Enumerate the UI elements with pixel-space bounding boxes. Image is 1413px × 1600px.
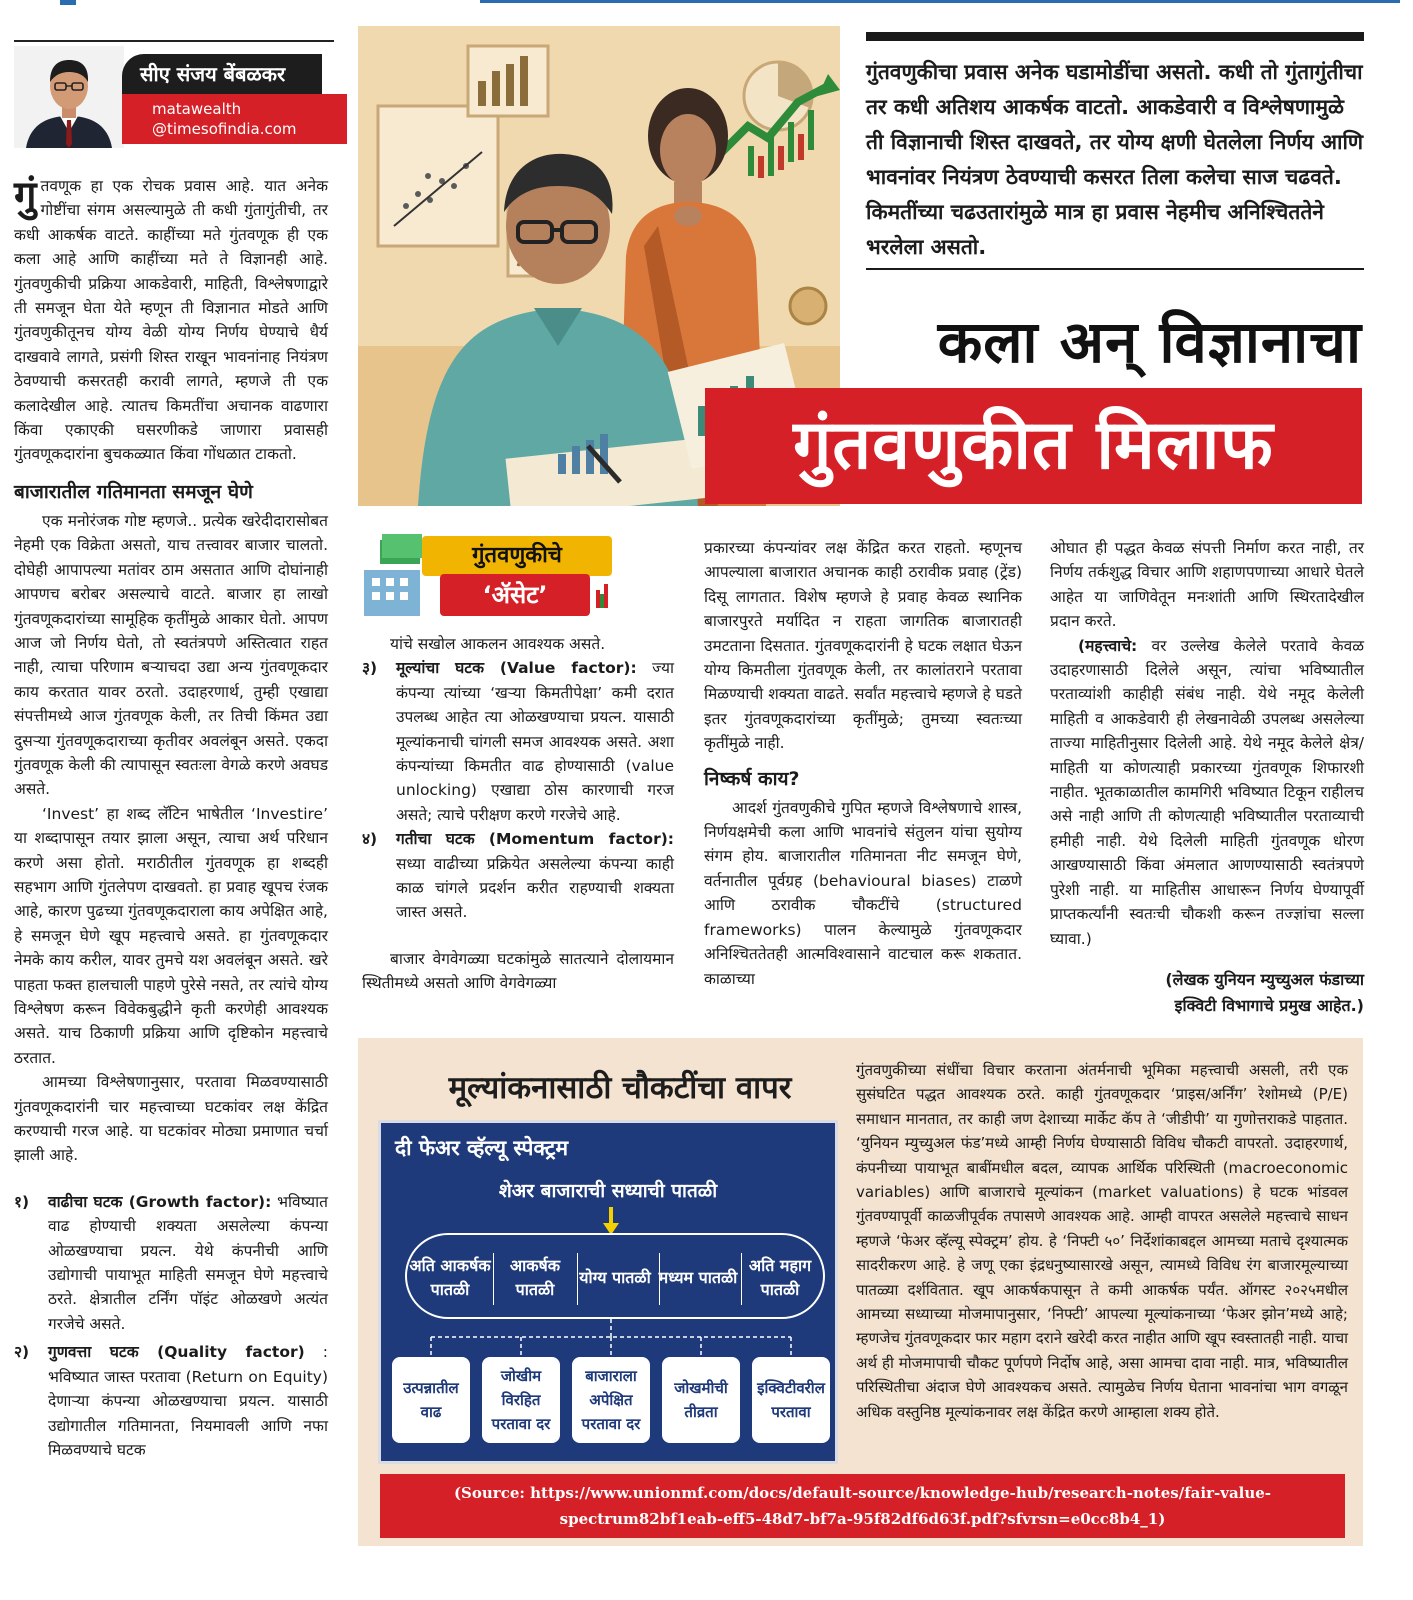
article-column-3 — [704, 536, 1022, 1026]
intro-standfirst: गुंतवणुकीचा प्रवास अनेक घडामोडींचा असतो. कधी तो गुंतागुंतीचा तर कधी अतिशय आकर्षक वाटतो. आकडेवारी व विश्लेषणामुळे ती विज्ञानाची शिस्त दाखवते, तर योग्य क्षणी घेतलेला निर्णय आणि भावनांवर नियंत्रण ठेवण्याची कसरत तिला कलेचा साज चढवते. किमतींच्या चढउतारांमुळे मात्र हा प्रवास नेहमीच अनिश्चिततेने भरलेला असतो. — [866, 32, 1364, 270]
level-very-expensive: अति महाग पातळी — [748, 1256, 812, 1299]
headline-line-1: कला अन् विज्ञानाचा — [937, 308, 1362, 376]
list-text: भविष्यात वाढ होण्याची शक्यता असलेल्या कंपन्या ओळखण्याचा प्रयत्न. येथे कंपनीची आणि उद्योगाची पायाभूत माहिती समजून घेणे महत्त्वाचे ठरते. क्षेत्रातील टर्निंग पॉइंट ओळखणे अत्यंत गरजेचे असते. — [48, 1192, 328, 1333]
list-number: ४) — [362, 830, 378, 849]
drop-cap: गुं — [14, 173, 37, 219]
author-rule — [14, 40, 334, 42]
source-citation: (Source: https://www.unionmf.com/docs/default-source/knowledge-hub/research-notes/fair-value-spectrum82bf1eab-eff5-48d7-bf7a-95f82df6d63f.pdf?sfvrsn=e0cc8b4_1) — [380, 1474, 1345, 1538]
asset-badge — [360, 530, 615, 618]
spectrum-current-level-label: शेअर बाजाराची सध्याची पातळी — [498, 1180, 718, 1202]
level-moderate: मध्यम पातळी — [658, 1268, 738, 1287]
list-item-momentum — [362, 827, 674, 925]
list-heading: वाढीचा घटक (Growth factor): — [48, 1192, 272, 1211]
list-item-value — [362, 656, 674, 827]
col1-paragraph-1: तवणूक हा एक रोचक प्रवास आहे. यात अनेक गोष्टींचा संगम असल्यामुळे ती कधी गुंतागुंतीची, तर कधी आकर्षक वाटते. काहींच्या मते गुंतवणूक ही एक कला आहे आणि काहींच्या मते ते विज्ञानही आहे. गुंतवणुकीची प्रक्रिया आकडेवारी, माहिती, विश्लेषणाद्वारे ती समजून घेता येते म्हणून ती विज्ञानात मोडते आणि गुंतवणुकीतूनच योग्य वेळी योग्य निर्णय घेण्याचे धैर्य दाखवावे लागते, प्रसंगी शिस्त राखून भावनांनाह नियंत्रण ठेवण्याची कसरतही करावी लागते, म्हणजे ती एक कलादेखील आहे. त्यातच किमतींचा अचानक वाढणारा किंवा एकाएकी घसरणीकडे जाणारा प्रवासही गुंतवणूकदारांना बुचकळ्यात किंवा गोंधळात टाकतो. — [14, 177, 328, 464]
col4-paragraph-1: ओघात ही पद्धत केवळ संपत्ती निर्माण करत नाही, तर निर्णय तर्कशुद्ध विचार आणि शहाणपणाच्या आधारे घेतले आहेत या जाणिवेतून मनःशांती आणि स्थिरतादेखील प्रदान करते. — [1050, 539, 1364, 631]
author-brand — [122, 94, 347, 144]
fair-value-spectrum-diagram — [378, 1120, 838, 1464]
level-attractive: आकर्षक पातळी — [509, 1256, 561, 1299]
spectrum-title: दी फेअर व्हॅल्यू स्पेक्ट्रम — [395, 1136, 569, 1160]
col2-paragraph-0: यांचे सखोल आकलन आवश्यक असते. — [390, 635, 606, 653]
list-text: : भविष्यात जास्त परतावा (Return on Equity) देणाऱ्या कंपन्या ओळखण्याचा प्रयत्न. यासाठी उद्योगातील गतिमानता, नियमावली आणि नफा मिळवण्याचे घटक — [48, 1343, 328, 1459]
spectrum-levels-pill — [405, 1233, 825, 1319]
list-item-growth — [14, 1190, 328, 1336]
list-text: सध्या वाढीच्या प्रक्रियेत असलेल्या कंपन्या काही काळ चांगले प्रदर्शन करीत राहण्याची शक्यता जास्त असते. — [396, 854, 674, 922]
article-column-2 — [362, 632, 674, 992]
author-photo — [14, 46, 124, 148]
factor-expected-market-return: बाजाराला अपेक्षित परतावा दर — [572, 1357, 650, 1443]
top-rule-left — [60, 0, 76, 5]
subhead-conclusion: निष्कर्ष काय? — [704, 767, 800, 790]
headline-line-2: गुंतवणुकीत मिलाफ — [705, 388, 1362, 504]
factor-earnings-growth: उत्पन्नातील वाढ — [392, 1357, 470, 1443]
framework-text: गुंतवणुकीच्या संधींचा विचार करताना अंतर्मनाची भूमिका महत्त्वाची असली, तरी एक सुसंघटित पद्धत आवश्यक ठरते. काही गुंतवणूकदार ‘प्राइस/अर्निंग’ रेशोमध्ये (P/E) समाधान मानतात, तर काही जण देशाच्या मार्केट कॅप ते ‘जीडीपी’ या गुणोत्तराकडे पाहतात. ‘युनियन म्युच्युअल फंड’मध्ये आम्ही निर्णय घेण्यासाठी विविध चौकटी वापरतो. उदाहरणार्थ, कंपनीच्या पायाभूत बाबींमधील बदल, व्यापक आर्थिक परिस्थिती (macroeconomic variables) आणि बाजाराचे मूल्यांकन (market valuations) हे घटक भांडवल गुंतवण्यापूर्वी काळजीपूर्वक तपासणे आवश्यक आहे. आम्ही वापरत असलेले महत्त्वाचे साधन म्हणजे ‘फेअर व्हॅल्यू स्पेक्ट्रम’ होय. हे ‘निफ्टी ५०’ निर्देशांकाबद्दल आमच्या मताचे दृश्यात्मक सादरीकरण आहे. हे जणू एका इंद्रधनुष्यासारखे असून, त्यामध्ये विविध रंग बाजारमूल्याच्या पातळ्या दर्शवितात. खूप आकर्षकपासून ते कमी आकर्षक पर्यंत. ऑगस्ट २०२५मधील आमच्या सध्याच्या मोजमापानुसार, ‘निफ्टी’ आपल्या मूल्यांकनाच्या ‘फेअर झोन’मध्ये आहे; म्हणजेच गुंतवणूकदार फार महाग दराने खरेदी करत नाहीत आणि खूप स्वस्तातही नाही. याचा अर्थ ही मोजमापाची चौकट पूर्णपणे निर्दोष आहे, असा आमचा दावा नाही. मात्र, भविष्यातील परिस्थितीचा अंदाज घेणे आवश्यकच असते. त्यामुळेच निर्णय घेताना भावनांचा भाग वगळून अधिक वस्तुनिष्ठ मूल्यांकनावर लक्ष केंद्रित करणे आम्हाला शक्य होते. — [856, 1061, 1348, 1421]
top-rule-right — [480, 0, 1400, 3]
author-name: सीए संजय बेंबळकर — [122, 54, 322, 94]
col2-paragraph-5: बाजार वेगवेगळ्या घटकांमुळे सातत्याने दोलायमान स्थितीमध्ये असतो आणि वेगवेगळ्या — [362, 949, 674, 993]
author-box — [14, 40, 334, 148]
disclaimer-label: (महत्त्वाचे: — [1078, 636, 1138, 655]
col1-paragraph-4: आमच्या विश्लेषणानुसार, परतावा मिळवण्यासाठी गुंतवणूकदारांनी चार महत्त्वाच्या घटकांवर लक्ष केंद्रित करण्याची गरज आहे. या घटकांवर मोठ्या प्रमाणात चर्चा झाली आहे. — [14, 1073, 328, 1165]
col1-paragraph-3: ‘Invest’ हा शब्द लॅटिन भाषेतील ‘Investire’ या शब्दापासून तयार झाला असून, त्याचा अर्थ परिधान करणे असा होतो. मराठीतील गुंतवणूक हा शब्दही सहभाग आणि गुंतलेपण दाखवतो. हा प्रवाह खूपच रंजक आहे, कारण पुढच्या गुंतवणूकदाराला काय अपेक्षित आहे, हे समजून घेणे खूप महत्त्वाचे असते. हा गुंतवणूकदार नेमके काय करील, यावर तुमचे यश अवलंबून असते. खरे पाहता फक्त हालचाली पाहणे पुरेसे नसते, तर त्यांचे योग्य विश्लेषण करून विवेकबुद्धीने कृती करणेही आवश्यक असते. याच ठिकाणी प्रक्रिया आणि दृष्टिकोन महत्त्वाचे ठरतात. — [14, 804, 328, 1067]
brand-handle: @timesofindia.com — [152, 120, 297, 138]
list-text: ज्या कंपन्या त्यांच्या ‘खऱ्या किमतीपेक्षा’ कमी दरात उपलब्ध आहेत त्या ओळखण्याचा प्रयत्न. यासाठी मूल्यांकनाची चांगली समज आवश्यक असते. अशा कंपन्यांच्या किमतीत वाढ होण्यासाठी (value unlocking) एखाद्या ठोस कारणाची गरज असते; त्याचे परीक्षण करणे गरजेचे आहे. — [396, 659, 674, 824]
factor-risk-free-rate: जोखीम विरहित परतावा दर — [482, 1357, 560, 1443]
list-number: १) — [14, 1192, 30, 1211]
badge-line-1: गुंतवणुकीचे — [472, 543, 562, 568]
framework-title: मूल्यांकनासाठी चौकटींचा वापर — [448, 1070, 792, 1106]
level-fair: योग्य पातळी — [579, 1268, 651, 1287]
list-number: ३) — [362, 659, 378, 678]
list-item-quality — [14, 1340, 328, 1462]
brand-name: matawealth — [152, 100, 242, 118]
badge-line-2: ‘ॲसेट’ — [482, 581, 548, 609]
col3-paragraph-2: आदर्श गुंतवणुकीचे गुपित म्हणजे विश्लेषणाचे शास्त्र, निर्णयक्षमेची कला आणि भावनांचे संतुलन यांचा सुयोग्य संगम होय. बाजारातील गतिमानता नीट समजून घेणे, वर्तनातील पूर्वग्रह (behavioural biases) टाळणे आणि ठरावीक चौकटींचे (structured frameworks) पालन केल्यामुळे गुंतवणूकदार अनिश्चिततेतही आत्मविश्वासाने वाटचाल करू शकतात. काळाच्या — [704, 798, 1022, 988]
list-heading: गुणवत्ता घटक (Quality factor) — [48, 1343, 305, 1362]
col1-paragraph-2: एक मनोरंजक गोष्ट म्हणजे.. प्रत्येक खरेदीदारासोबत नेहमी एक विक्रेता असतो, याच तत्त्वावर बाजार चालतो. दोघेही आपापल्या मतांवर ठाम असतात आणि दोघांनाही आपणच बरोबर असल्याचे वाटते. बाजार हा लाखो गुंतवणूकदारांच्या सामूहिक कृतींमुळे आकार घेतो. आपण आज जो निर्णय घेतो, तो स्वतंत्रपणे अस्तित्वात राहत नाही, त्याचा परिणाम बऱ्याचदा उद्या अन्य गुंतवणूकदार काय करतात यावर ठरतो. उदाहरणार्थ, तुम्ही एखाद्या संपत्तीमध्ये आज गुंतवणूक केली, तर तिची किंमत उद्या दुसऱ्या गुंतवणूकदाराच्या कृतीवर अवलंबून असते. एकदा गुंतवणूक केली की त्यापासून स्वतःला वेगळे करणे अवघड असते. — [14, 511, 328, 799]
list-heading: मूल्यांचा घटक (Value factor): — [396, 659, 637, 678]
factor-risk-intensity: जोखमीची तीव्रता — [662, 1357, 740, 1443]
list-number: २) — [14, 1343, 30, 1362]
level-very-attractive: अति आकर्षक पातळी — [409, 1256, 491, 1299]
author-credit-line-2: इक्विटी विभागाचे प्रमुख आहेत.) — [1174, 995, 1364, 1015]
factor-return-on-equity: इक्विटीवरील परतावा — [752, 1357, 830, 1443]
col3-paragraph-1: प्रकारच्या कंपन्यांवर लक्ष केंद्रित करत राहतो. म्हणूनच आपल्याला बाजारात अचानक काही ठरावीक प्रवाह (ट्रेंड) दिसू लागतात. विशेष म्हणजे हे प्रवाह केवळ स्थानिक बाजारपुरते मर्यादित न राहता जागतिक बाजारातही उमटताना दिसतात. गुंतवणूकदारांनी हे घटक लक्षात घेऊन योग्य किमतीला गुंतवणूक केली, तर कालांतराने परतावा मिळण्याची शक्यता वाढते. सर्वांत महत्त्वाचे म्हणजे हे घडते इतर गुंतवणूकदारांच्या कृतींमुळे; तुमच्या स्वतःच्या कृतींमुळे नाही. — [704, 539, 1022, 753]
author-credit-line-1: (लेखक युनियन म्युच्युअल फंडाच्या — [1165, 969, 1364, 989]
article-column-1 — [14, 174, 328, 1544]
subhead-market-dynamics: बाजारातील गतिमानता समजून घेणे — [14, 480, 253, 503]
list-heading: गतीचा घटक (Momentum factor): — [396, 830, 674, 849]
article-column-4 — [1050, 536, 1364, 1026]
disclaimer-text: वर उल्लेख केलेले परतावे केवळ उदाहरणासाठी दिलेले असून, त्यांचा भविष्यातील परताव्यांशी काहीही संबंध नाही. येथे नमूद केलेली माहिती व आकडेवारी ही लेखनावेळी उपलब्ध असलेल्या ताज्या माहितीनुसार दिलेली आहे. येथे नमूद केलेले क्षेत्र/माहिती या कोणत्याही प्रकारच्या गुंतवणूक शिफारशी नाहीत. भूतकाळातील कामगिरी भविष्यात टिकून राहीलच असे नाही आणि ती कोणत्याही भविष्यातील परताव्याची हमीही नाही. येथे दिलेली माहिती गुंतवणूक धोरण आखण्यासाठी किंवा अंमलात आणण्यासाठी स्वतंत्रपणे पुरेशी नाही. या माहितीस आधारून निर्णय घेण्यापूर्वी प्राप्तकर्त्यांनी स्वतःची चौकशी करून तज्ज्ञांचा सल्ला घ्यावा.) — [1050, 636, 1364, 948]
